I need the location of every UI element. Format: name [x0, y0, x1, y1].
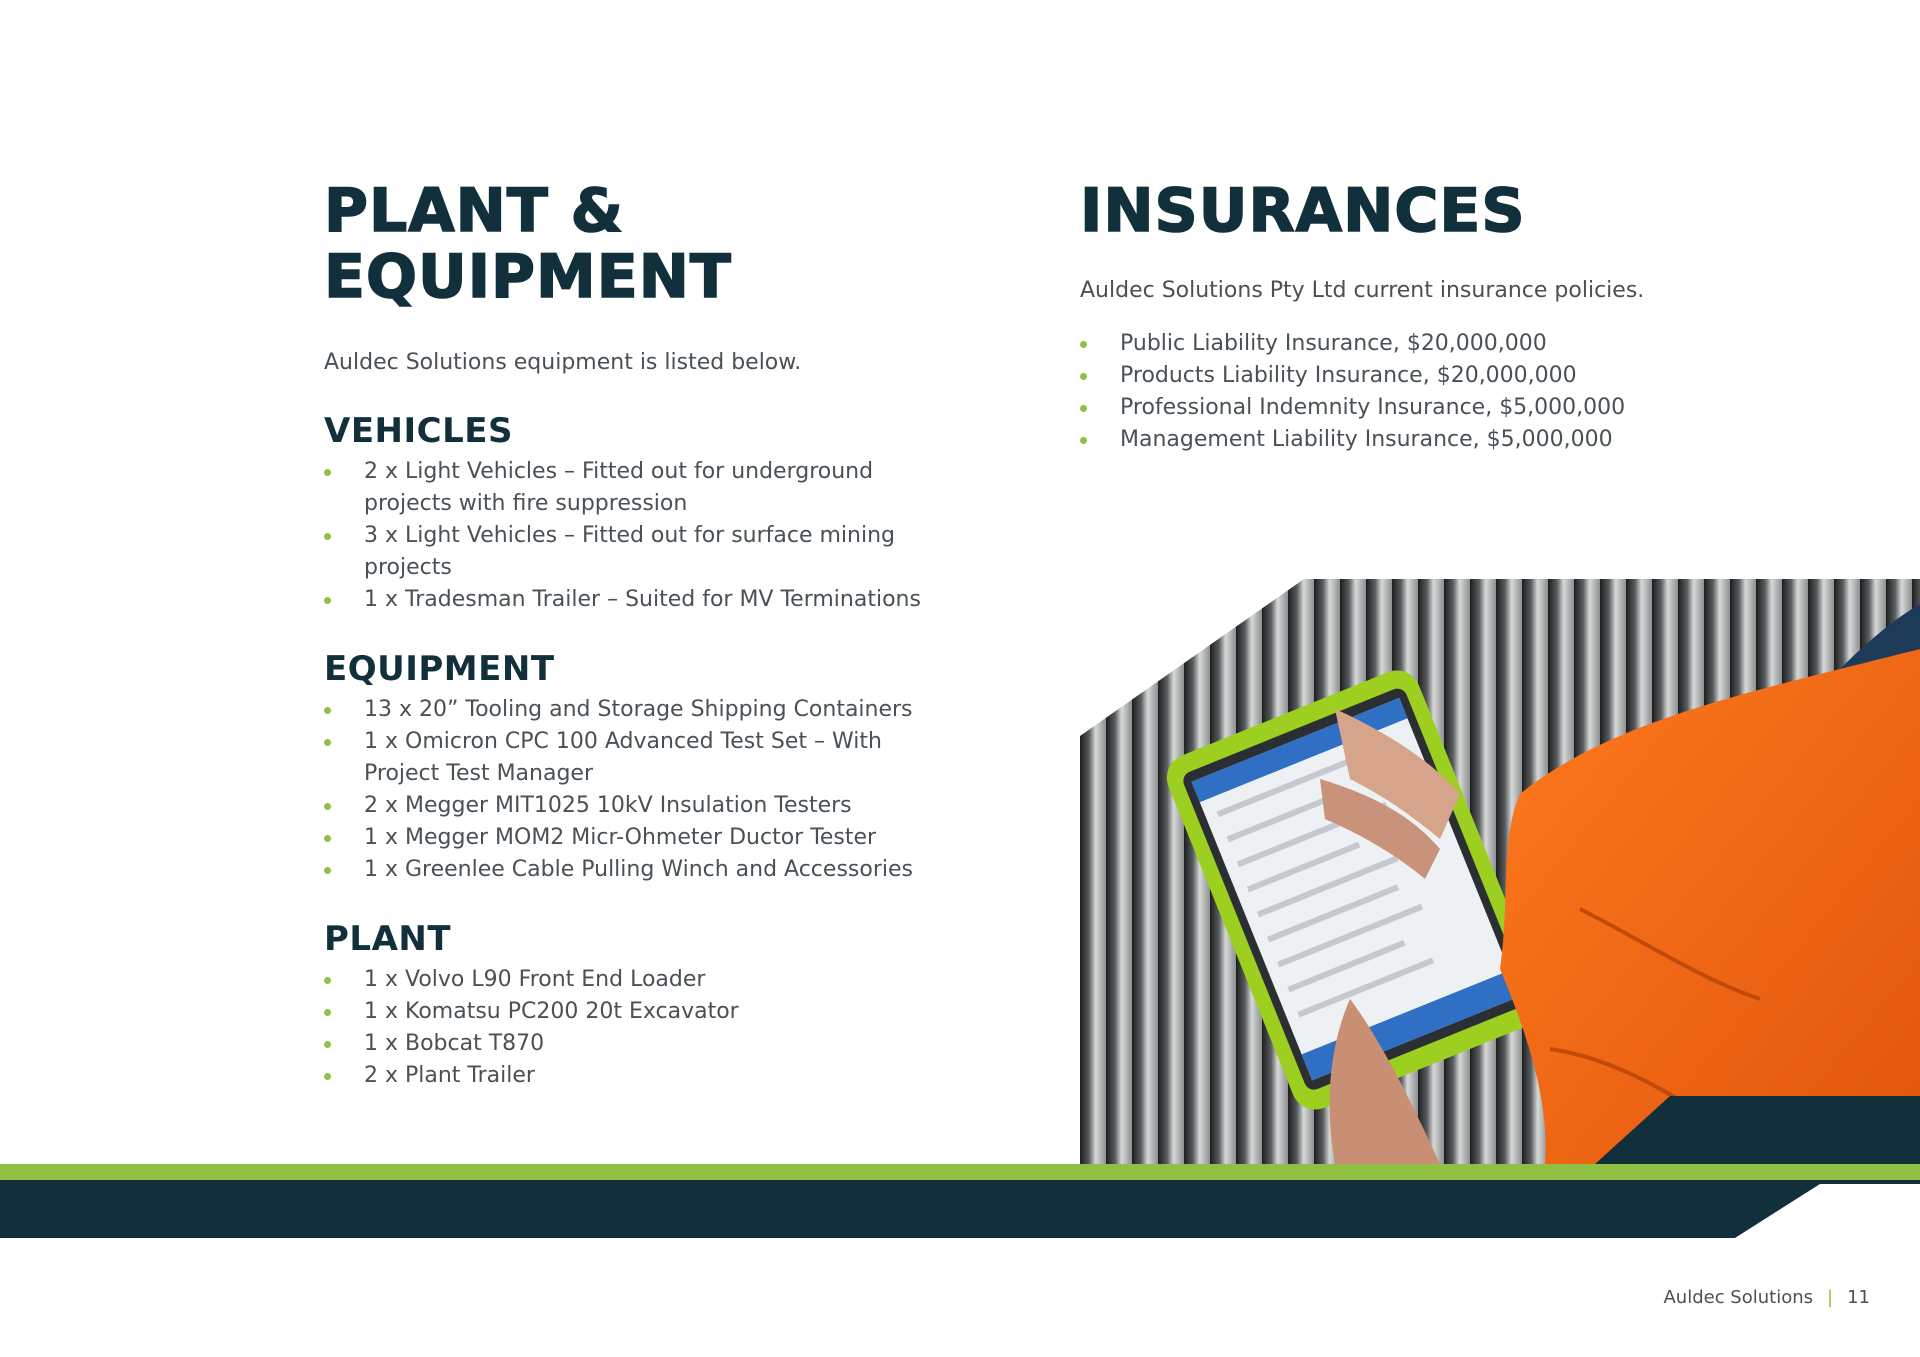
plant-intro: Auldec Solutions equipment is listed below. [324, 350, 802, 375]
page-footer [1663, 1287, 1870, 1308]
equipment-heading: EQUIPMENT [324, 649, 555, 689]
plant-heading: PLANT [324, 919, 452, 959]
list-item-text: 1 x Omicron CPC 100 Advanced Test Set – With Project Test Manager [364, 729, 882, 786]
list-item-text: 1 x Tradesman Trailer – Suited for MV Terminations [364, 587, 921, 612]
plant-heading-line1: PLANT & [324, 176, 624, 246]
list-item-text: Management Liability Insurance, $5,000,000 [1120, 427, 1613, 452]
footer-company: Auldec Solutions [1663, 1287, 1814, 1308]
insurances-intro: Auldec Solutions Pty Ltd current insurance policies. [1080, 278, 1645, 303]
list-item-text: 13 x 20” Tooling and Storage Shipping Containers [364, 697, 913, 722]
list-item-text: 3 x Light Vehicles – Fitted out for surface mining projects [364, 523, 896, 580]
list-item-text: 1 x Greenlee Cable Pulling Winch and Accessories [364, 857, 913, 882]
vehicles-heading: VEHICLES [324, 411, 513, 451]
list-item-text: 2 x Plant Trailer [364, 1063, 535, 1088]
list-item-text: 1 x Komatsu PC200 20t Excavator [364, 999, 739, 1024]
footer-separator: | [1827, 1287, 1834, 1308]
list-item-text: 2 x Light Vehicles – Fitted out for underground projects with fire suppression [364, 459, 874, 516]
list-item-text: 1 x Megger MOM2 Micr-Ohmeter Ductor Tester [364, 825, 877, 850]
list-item-text: Public Liability Insurance, $20,000,000 [1120, 331, 1547, 356]
insurances-heading: INSURANCES [1080, 176, 1526, 246]
list-item-text: 2 x Megger MIT1025 10kV Insulation Testers [364, 793, 852, 818]
page-number: 11 [1847, 1287, 1870, 1308]
plant-heading-line2: EQUIPMENT [324, 242, 732, 312]
list-item-text: Products Liability Insurance, $20,000,000 [1120, 363, 1577, 388]
list-item-text: 1 x Bobcat T870 [364, 1031, 545, 1056]
list-item-text: Professional Indemnity Insurance, $5,000,000 [1120, 395, 1626, 420]
list-item-text: 1 x Volvo L90 Front End Loader [364, 967, 706, 992]
